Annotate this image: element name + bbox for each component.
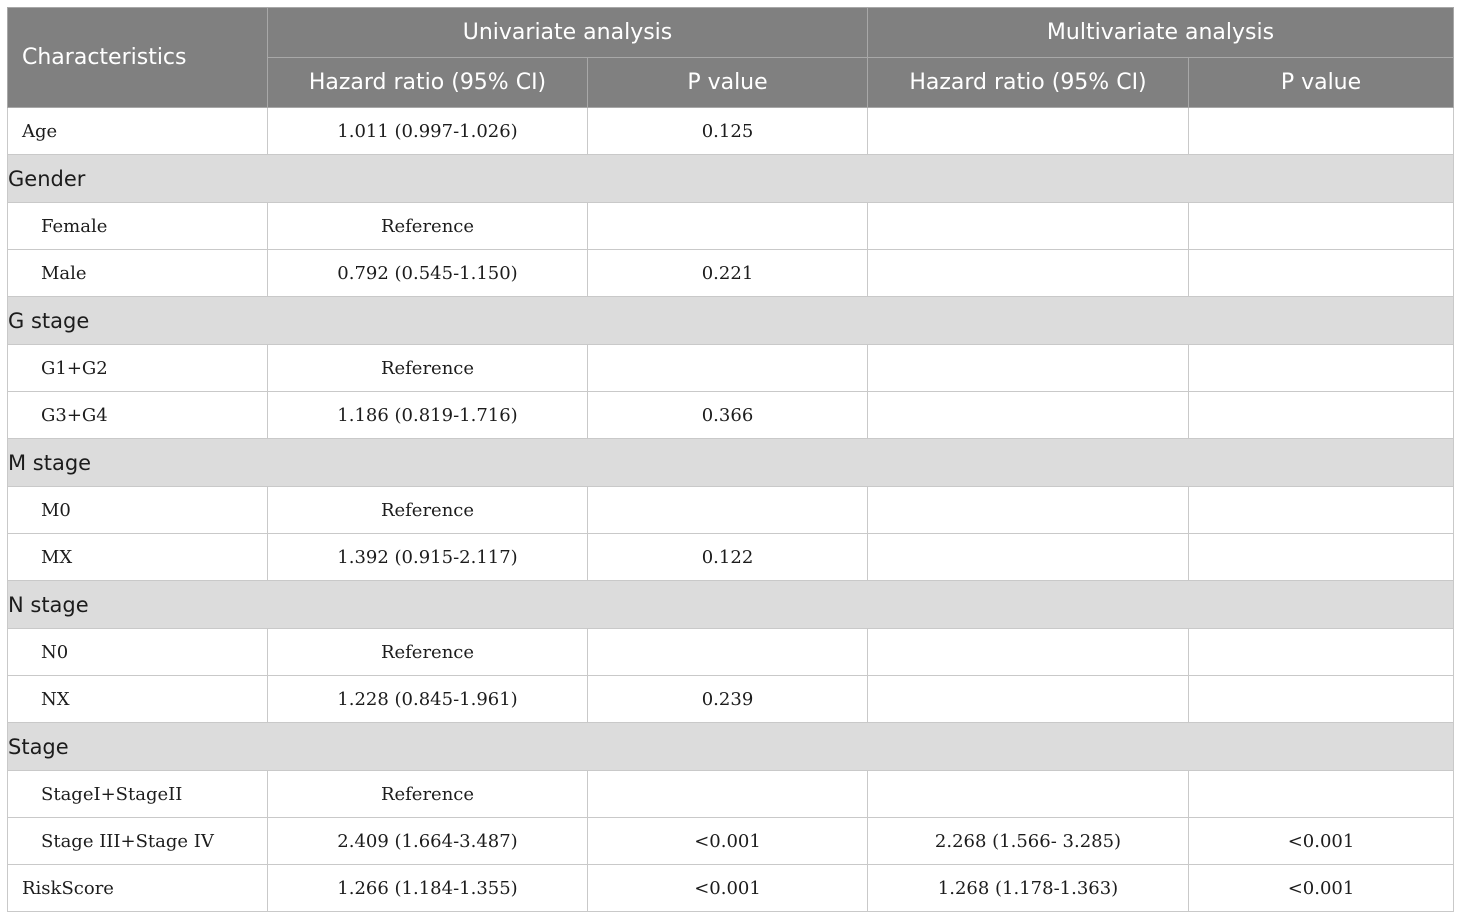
multi-p-value <box>1189 250 1454 297</box>
header-multivariate: Multivariate analysis <box>868 8 1454 58</box>
multi-p-value <box>1189 203 1454 250</box>
table-row-n0 <box>8 629 1454 676</box>
multi-p-value: <0.001 <box>1189 818 1454 865</box>
group-row-m-stage <box>8 439 1454 487</box>
uni-hazard-ratio: 2.409 (1.664-3.487) <box>268 818 588 865</box>
uni-p-value: 0.366 <box>588 392 868 439</box>
table-row-m0 <box>8 487 1454 534</box>
uni-hazard-ratio: 0.792 (0.545-1.150) <box>268 250 588 297</box>
cox-regression-table <box>7 7 1454 912</box>
multi-hazard-ratio <box>868 487 1189 534</box>
row-label: G1+G2 <box>8 345 268 392</box>
table-row-age <box>8 108 1454 155</box>
multi-p-value <box>1189 534 1454 581</box>
multi-hazard-ratio <box>868 392 1189 439</box>
uni-p-value <box>588 771 868 818</box>
table-row-g1g2 <box>8 345 1454 392</box>
group-row-stage <box>8 723 1454 771</box>
table-row-female <box>8 203 1454 250</box>
uni-hazard-ratio: 1.011 (0.997-1.026) <box>268 108 588 155</box>
uni-p-value: 0.122 <box>588 534 868 581</box>
row-label: RiskScore <box>8 865 268 912</box>
multi-hazard-ratio <box>868 629 1189 676</box>
uni-p-value <box>588 629 868 676</box>
row-label: StageI+StageII <box>8 771 268 818</box>
row-label: MX <box>8 534 268 581</box>
table-row-nx <box>8 676 1454 723</box>
group-label: M stage <box>8 439 1454 487</box>
table-row-mx <box>8 534 1454 581</box>
uni-p-value <box>588 487 868 534</box>
multi-hazard-ratio <box>868 345 1189 392</box>
multi-p-value <box>1189 629 1454 676</box>
group-row-g-stage <box>8 297 1454 345</box>
uni-hazard-ratio: 1.228 (0.845-1.961) <box>268 676 588 723</box>
row-label: Age <box>8 108 268 155</box>
uni-p-value: 0.125 <box>588 108 868 155</box>
group-label: N stage <box>8 581 1454 629</box>
multi-p-value <box>1189 108 1454 155</box>
uni-hazard-ratio: 1.186 (0.819-1.716) <box>268 392 588 439</box>
row-label: Male <box>8 250 268 297</box>
multi-hazard-ratio <box>868 534 1189 581</box>
table-row-male <box>8 250 1454 297</box>
table-row-riskscore <box>8 865 1454 912</box>
uni-p-value: 0.221 <box>588 250 868 297</box>
uni-p-value: <0.001 <box>588 865 868 912</box>
uni-p-value: <0.001 <box>588 818 868 865</box>
multi-hazard-ratio: 1.268 (1.178-1.363) <box>868 865 1189 912</box>
multi-p-value <box>1189 392 1454 439</box>
header-multi-hazard-ratio: Hazard ratio (95% CI) <box>868 58 1189 108</box>
row-label: NX <box>8 676 268 723</box>
uni-hazard-ratio: 1.392 (0.915-2.117) <box>268 534 588 581</box>
uni-hazard-ratio: Reference <box>268 487 588 534</box>
row-label: G3+G4 <box>8 392 268 439</box>
group-row-gender <box>8 155 1454 203</box>
row-label: M0 <box>8 487 268 534</box>
header-multi-p-value: P value <box>1189 58 1454 108</box>
multi-hazard-ratio: 2.268 (1.566- 3.285) <box>868 818 1189 865</box>
multi-p-value <box>1189 345 1454 392</box>
row-label: Stage III+Stage IV <box>8 818 268 865</box>
uni-p-value <box>588 345 868 392</box>
row-label: Female <box>8 203 268 250</box>
header-row-1 <box>8 8 1454 58</box>
uni-p-value: 0.239 <box>588 676 868 723</box>
group-row-n-stage <box>8 581 1454 629</box>
multi-p-value: <0.001 <box>1189 865 1454 912</box>
uni-hazard-ratio: Reference <box>268 771 588 818</box>
multi-hazard-ratio <box>868 250 1189 297</box>
uni-hazard-ratio: Reference <box>268 203 588 250</box>
table-row-stage12 <box>8 771 1454 818</box>
header-uni-hazard-ratio: Hazard ratio (95% CI) <box>268 58 588 108</box>
uni-hazard-ratio: Reference <box>268 345 588 392</box>
multi-p-value <box>1189 771 1454 818</box>
multi-hazard-ratio <box>868 203 1189 250</box>
multi-hazard-ratio <box>868 771 1189 818</box>
group-label: Gender <box>8 155 1454 203</box>
group-label: G stage <box>8 297 1454 345</box>
uni-hazard-ratio: 1.266 (1.184-1.355) <box>268 865 588 912</box>
multi-p-value <box>1189 487 1454 534</box>
multi-hazard-ratio <box>868 108 1189 155</box>
header-uni-p-value: P value <box>588 58 868 108</box>
multi-p-value <box>1189 676 1454 723</box>
header-univariate: Univariate analysis <box>268 8 868 58</box>
uni-hazard-ratio: Reference <box>268 629 588 676</box>
uni-p-value <box>588 203 868 250</box>
table-row-stage34 <box>8 818 1454 865</box>
table-row-g3g4 <box>8 392 1454 439</box>
multi-hazard-ratio <box>868 676 1189 723</box>
group-label: Stage <box>8 723 1454 771</box>
header-characteristics: Characteristics <box>8 8 268 108</box>
row-label: N0 <box>8 629 268 676</box>
